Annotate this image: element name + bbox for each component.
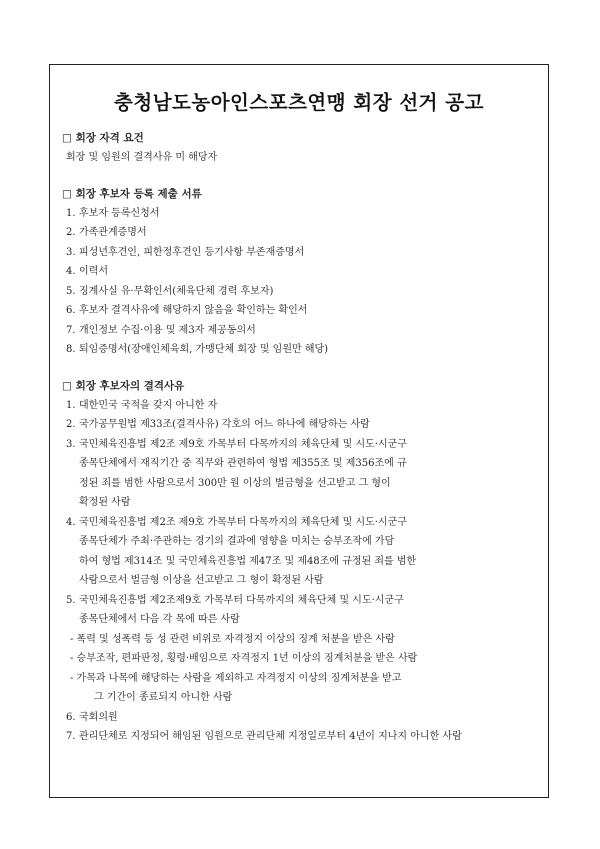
list-item [62,415,542,435]
item-text: 국회의원 [79,711,118,723]
item-number: 7. [66,731,76,742]
item-text: 후보자 등록신청서 [79,207,160,219]
section-qualification [62,129,542,168]
item-number: 6. [66,711,76,723]
sub-item: - 폭력 및 성폭력 등 성 관련 비위로 자격정지 이상의 징계 처분을 받은 사람 [70,633,395,645]
item-continuation: 정된 죄를 범한 사람으로서 300만 원 이상의 벌금형을 선고받고 그 형이 [79,477,391,489]
section-heading [62,129,542,148]
item-continuation: 종목단체가 주최·주관하는 경기의 결과에 영향을 미치는 승부조작에 가담 [79,536,395,547]
list-item [62,340,542,360]
list-item [62,321,542,341]
item-continuation: 종목단체에서 다음 각 목에 따른 사람 [79,614,240,625]
sub-item: - 승부조작, 편파판정, 횡령·배임으로 자격정지 1년 이상의 징계처분을 받은 사람 [70,653,418,664]
item-number: 7. [66,324,76,336]
list-item [62,396,542,416]
list-item [62,282,542,302]
item-text: 개인정보 수집·이용 및 제3자 제공동의서 [79,324,256,336]
list-item [62,513,542,533]
list-item [62,204,542,224]
section-heading [62,377,542,396]
item-number: 8. [66,344,76,355]
item-number: 4. [66,266,76,277]
list-item [62,223,542,243]
item-text: 국민체육진흥법 제2조 제9호 가목부터 다목까지의 체육단체 및 시도·시군구 [79,438,407,450]
item-number: 2. [66,227,76,238]
item-number: 6. [66,305,76,316]
item-number: 1. [66,207,76,219]
item-number: 5. [66,285,76,297]
notice-frame [49,64,549,798]
item-text: 국민체육진흥법 제2조제9호 가목부터 다목까지의 체육단체 및 시도·시군구 [79,594,404,606]
section-heading-text: □ 회장 후보자 등록 제출 서류 [62,187,202,200]
section-documents [62,185,542,360]
item-continuation: 종목단체에서 재직기간 중 직무와 관련하여 형법 제355조 및 제356조에 규 [79,458,407,469]
list-item [62,435,542,455]
item-text: 관리단체로 지정되어 해임된 임원으로 관리단체 지정일로부터 4년이 지나지 아니한 사람 [79,731,462,742]
section-disqualification [62,377,542,747]
item-continuation: 확정된 사람 [79,497,131,508]
item-text: 피성년후견인, 피한정후견인 등기사항 부존재증명서 [79,246,305,258]
list-item [62,708,542,728]
item-continuation: 하여 형법 제314조 및 국민체육진흥법 제47조 및 제48조에 규정된 죄를 범한 [79,555,417,567]
item-text: 국민체육진흥법 제2조 제9호 가목부터 다목까지의 체육단체 및 시도·시군구 [79,516,407,528]
item-continuation: 사람으로서 벌금형 이상을 선고받고 그 형이 확정된 사람 [79,575,324,586]
list-item [62,591,542,611]
list-item [62,262,542,282]
item-text: 가족관계증명서 [79,227,147,238]
qualification-text: 회장 및 임원의 결격사유 미 해당자 [66,152,218,163]
item-number: 2. [66,419,76,430]
item-number: 3. [66,438,76,450]
item-text: 국가공무원법 제33조(결격사유) 각호의 어느 하나에 해당하는 사람 [79,419,370,430]
notice-content [62,129,542,747]
item-number: 5. [66,594,76,606]
section-heading [62,185,542,204]
item-text: 퇴임증명서(장애인체육회, 가맹단체 회장 및 임원만 해당) [79,344,329,355]
item-text: 후보자 결격사유에 해당하지 않음을 확인하는 확인서 [79,305,308,316]
list-item [62,727,542,747]
list-item [62,243,542,263]
item-number: 3. [66,246,76,258]
item-text: 대한민국 국적을 갖지 아니한 자 [79,399,218,411]
sub-item: - 가목과 나목에 해당하는 사람을 제외하고 자격정지 이상의 징계처분을 받고 [70,672,402,684]
section-heading-text: □ 회장 자격 요건 [62,132,144,144]
section-heading-text: □ 회장 후보자의 결격사유 [62,379,185,392]
list-item [62,301,542,321]
item-number: 1. [66,399,76,411]
item-text: 이력서 [79,266,108,277]
item-text: 징계사실 유·무확인서(체육단체 경력 후보자) [79,285,274,297]
notice-title: 충청남도농아인스포츠연맹 회장 선거 공고 [114,91,484,114]
sub-item-continuation: 그 기간이 종료되지 아니한 사람 [94,692,233,703]
item-number: 4. [66,516,76,528]
